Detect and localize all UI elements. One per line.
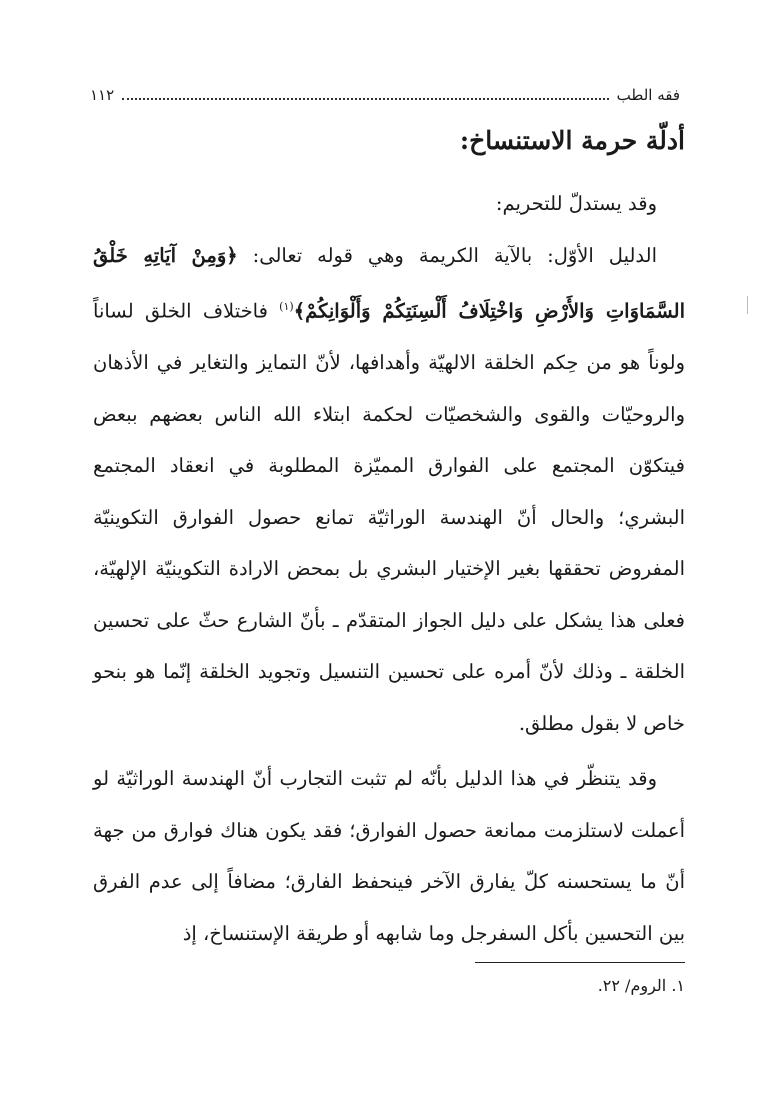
- footnote-marker: (١): [279, 300, 294, 313]
- paragraph-intro: وقد يستدلّ للتحريم:: [495, 192, 657, 215]
- leader-dots: [122, 90, 608, 100]
- running-header: [90, 86, 680, 112]
- first-evidence-intro: الدليل الأوّل: بالآية الكريمة وهي قوله تعالى:: [237, 243, 657, 267]
- quran-verse: ﴿وَمِنْ آيَاتِهِ خَلْقُ السَّمَاوَاتِ وَالأَرْضِ وَاخْتِلَافُ أَلْسِنَتِكُمْ وَأَلْوَانِكُمْ﴾: [93, 243, 685, 323]
- first-evidence-discussion: فاختلاف الخلق لساناً ولوناً هو من حِكم الخلقة الالهيّة وأهدافها، لأنّ التمايز والتغاير في الأذهان والروحيّات والقوى والشخصيّات لحكمة ابتلاء الله الناس بعضهم ببعض فيتكوّن المجتمع على الفوارق المميّزة المطلوبة في انعقاد المجتمع البشري؛ والحال أنّ الهندسة الوراثيّة تمانع حصول الفوارق التكوينيّة المفروض تحققها بغير الإختيار البشري بل بمحض الارادة التكوينيّة الإلهيّة، فعلى هذا يشكل على دليل الجواز المتقدّم ـ بأنّ الشارع حثّ على تحسين الخلقة ـ وذلك لأنّ أمره على تحسين التنسيل وتجويد الخلقة إنّما هو بنحو خاص لا بقول مطلق.: [93, 299, 685, 735]
- paragraph-objection: وقد يتنظّر في هذا الدليل بأنّه لم تثبت التجارب أنّ الهندسة الوراثيّة لو أعملت لاستلزمت ممانعة حصول الفوارق؛ فقد يكون هناك فوارق من جهة أنّ ما يستحسنه كلّ يفارق الآخر فينحفظ الفارق؛ مضافاً إلى عدم الفرق بين التحسين بأكل السفرجل وما شابهه أو طريقة الإستنساخ، إذ: [93, 767, 685, 945]
- section-heading: أدلّة حرمة الاستنساخ:: [459, 126, 685, 155]
- margin-mark: [747, 296, 748, 314]
- running-header-title: فقه الطب: [616, 86, 680, 104]
- page-number: ١١٢: [90, 86, 115, 104]
- footnote-rule: [475, 962, 685, 963]
- body-text: [93, 178, 685, 959]
- paragraph-first-evidence: [93, 230, 685, 750]
- footnote: ١. الروم/ ٢٢.: [597, 976, 685, 995]
